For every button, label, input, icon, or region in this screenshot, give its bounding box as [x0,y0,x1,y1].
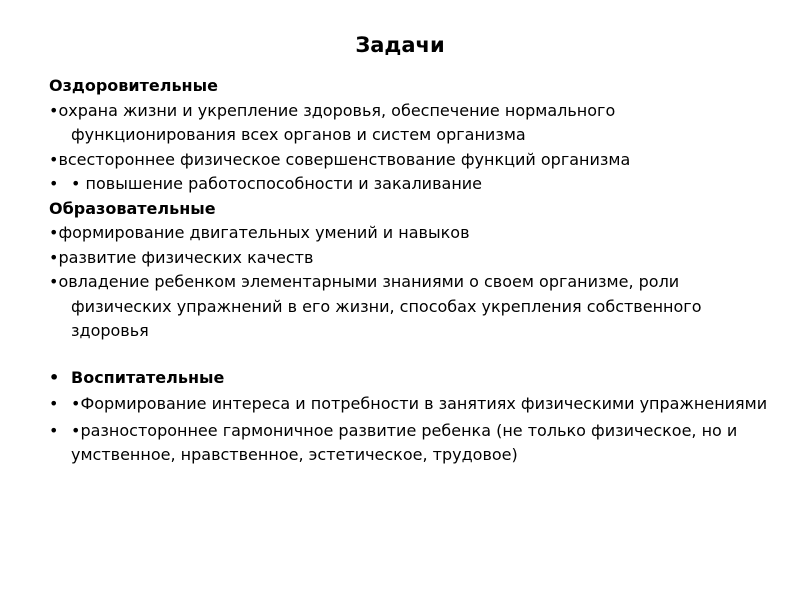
section-heading-education: Образовательные [49,198,216,218]
bullet-icon: • [49,174,59,193]
spacer [49,344,769,366]
bullet-icon: • [49,394,59,413]
section-heading-health: Оздоровительные [49,76,218,95]
health-item-1: •охрана жизни и укрепление здоровья, обеспечение нормального функционирования всех органов и систем организма [49,100,616,144]
education-item-3: •овладение ребенком элементарными знаниями о своем организме, роли физических упражнений в его жизни, способах укрепления собственного здоровья [49,272,702,340]
health-item-2: •всестороннее физическое совершенствование функций организма [49,149,631,169]
bullet-icon: • [49,420,59,440]
upbringing-item-1-row [49,392,769,417]
education-item-1: •формирование двигательных умений и навыков [49,223,470,242]
health-item-3-row [49,172,769,197]
upbringing-item-1: •Формирование интереса и потребности в занятиях физическими упражнениями [71,394,768,413]
bullet-icon: • [49,367,60,387]
slide-title: Задачи [355,33,445,57]
upbringing-item-2: •разностороннее гармоничное развитие ребенка (не только физическое, но и умственное, нравственное, эстетическое, трудовое) [71,420,738,464]
section-heading-upbringing-row [49,366,769,391]
upbringing-item-2-row [49,419,769,468]
education-item-2: •развитие физических качеств [49,247,314,267]
slide-content [49,74,769,468]
section-heading-upbringing: Воспитательные [71,367,225,387]
health-item-3: • повышение работоспособности и закаливание [71,174,483,193]
